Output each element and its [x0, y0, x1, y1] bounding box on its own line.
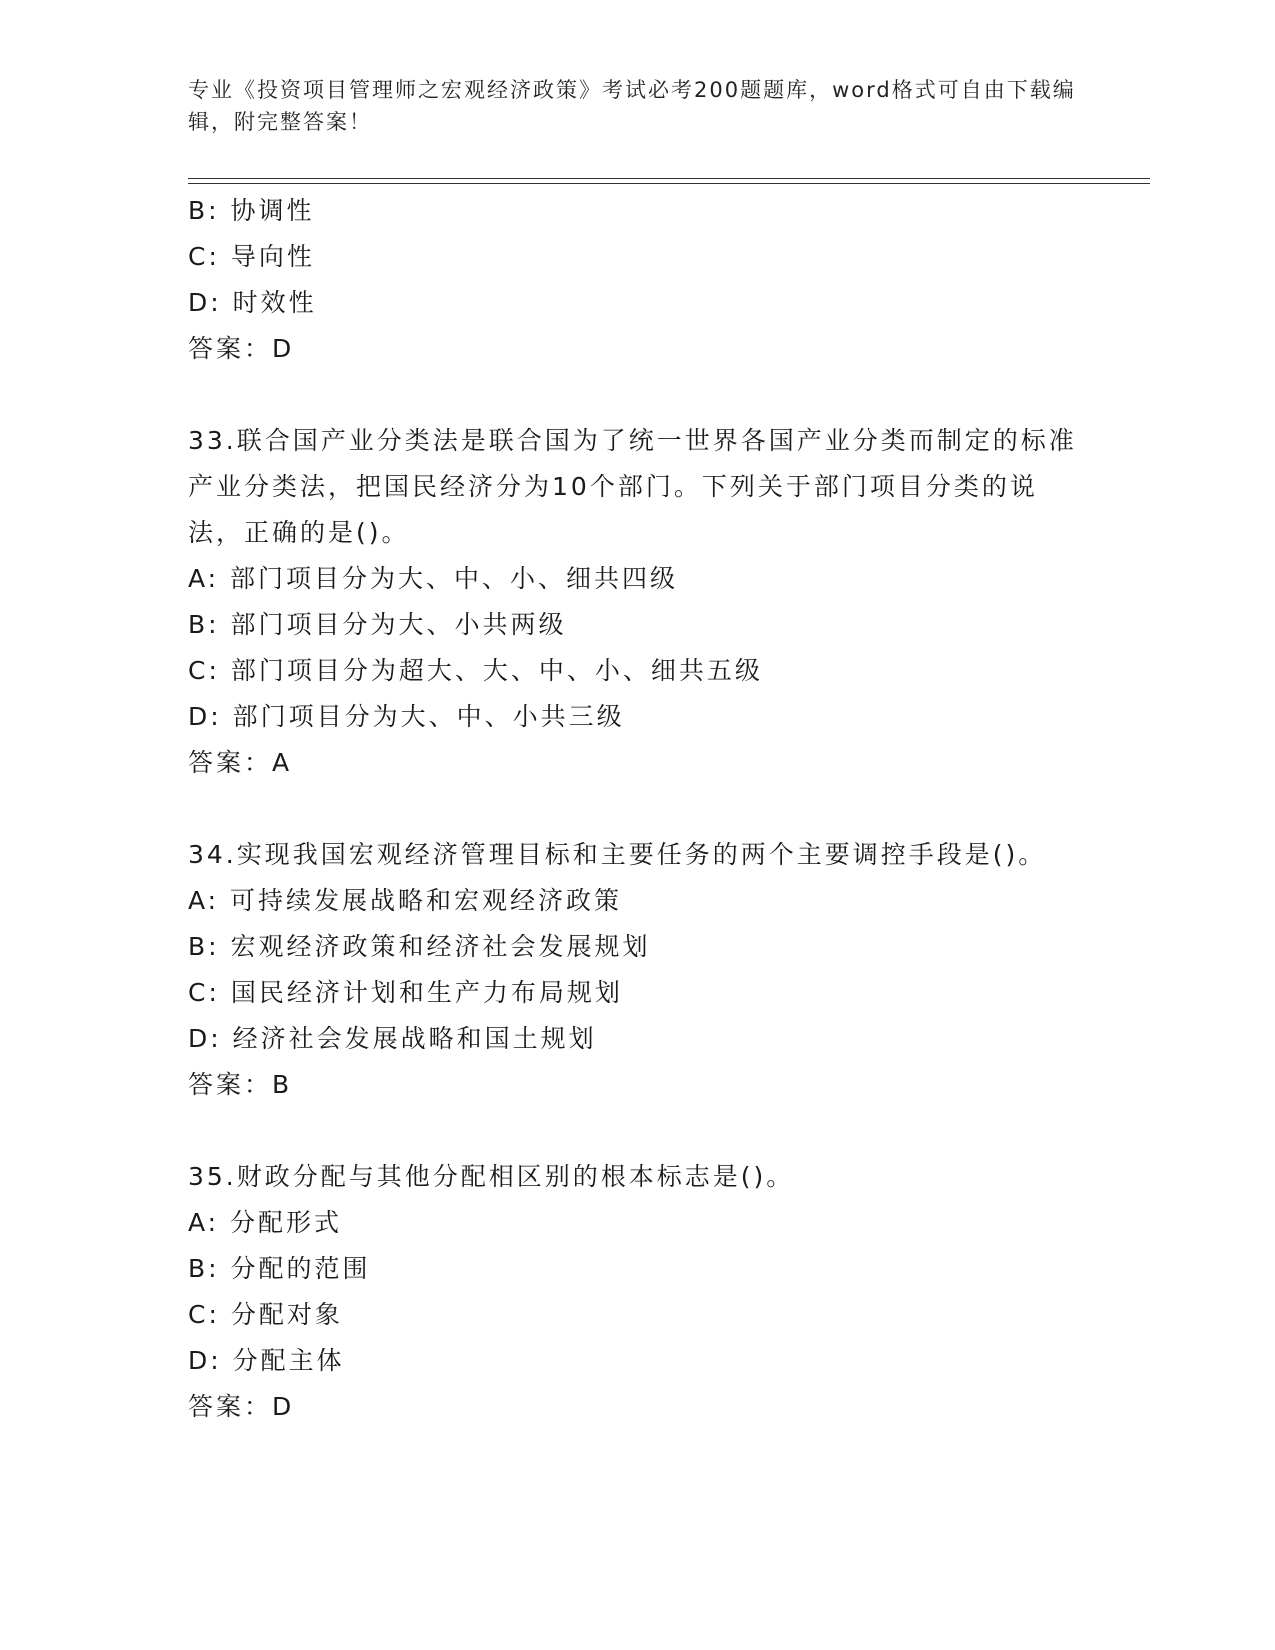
header-divider-bottom — [188, 183, 1150, 184]
option-b — [188, 924, 1088, 970]
option-text: 国民经济计划和生产力布局规划 — [230, 978, 623, 1007]
option-text: 分配的范围 — [230, 1254, 371, 1283]
option-letter: D: — [188, 1346, 222, 1375]
option-letter: C: — [188, 242, 220, 271]
answer-value: D — [272, 1392, 295, 1421]
option-c — [188, 648, 1088, 694]
document-body — [188, 188, 1088, 1430]
option-text: 部门项目分为大、中、小共三级 — [232, 702, 625, 731]
question-35 — [188, 1154, 1088, 1430]
option-text: 分配主体 — [232, 1346, 345, 1375]
option-c — [188, 234, 1088, 280]
question-33 — [188, 418, 1088, 786]
option-text: 分配形式 — [230, 1208, 343, 1237]
option-text: 部门项目分为大、中、小、细共四级 — [230, 564, 679, 593]
option-text: 宏观经济政策和经济社会发展规划 — [230, 932, 651, 961]
answer-value: D — [272, 334, 295, 363]
answer-label: 答案： — [188, 1392, 273, 1421]
option-text: 部门项目分为超大、大、中、小、细共五级 — [230, 656, 763, 685]
option-letter: B: — [188, 1254, 220, 1283]
option-letter: B: — [188, 932, 220, 961]
option-b — [188, 188, 1088, 234]
option-letter: D: — [188, 288, 222, 317]
question-34 — [188, 832, 1088, 1108]
option-letter: C: — [188, 1300, 220, 1329]
option-text: 分配对象 — [230, 1300, 343, 1329]
option-c — [188, 970, 1088, 1016]
option-text: 部门项目分为大、小共两级 — [230, 610, 567, 639]
answer — [188, 740, 1088, 786]
option-letter: D: — [188, 1024, 222, 1053]
question-continued — [188, 188, 1088, 372]
option-text: 可持续发展战略和宏观经济政策 — [230, 886, 623, 915]
answer-label: 答案： — [188, 748, 273, 777]
option-letter: A: — [188, 564, 220, 593]
document-header: 专业《投资项目管理师之宏观经济政策》考试必考200题题库，word格式可自由下载编辑，附完整答案！ — [188, 78, 1076, 134]
answer-value: B — [272, 1070, 293, 1099]
option-letter: B: — [188, 610, 220, 639]
question-stem: 34.实现我国宏观经济管理目标和主要任务的两个主要调控手段是()。 — [188, 840, 1047, 869]
option-letter: A: — [188, 886, 220, 915]
option-d — [188, 1338, 1088, 1384]
option-letter: C: — [188, 978, 220, 1007]
option-letter: D: — [188, 702, 222, 731]
option-b — [188, 1246, 1088, 1292]
answer-label: 答案： — [188, 334, 273, 363]
option-text: 导向性 — [230, 242, 315, 271]
answer — [188, 326, 1088, 372]
option-letter: B: — [188, 196, 220, 225]
option-a — [188, 1200, 1088, 1246]
option-d — [188, 694, 1088, 740]
answer — [188, 1384, 1088, 1430]
option-letter: A: — [188, 1208, 220, 1237]
option-text: 协调性 — [230, 196, 315, 225]
option-a — [188, 556, 1088, 602]
header-divider-top — [188, 178, 1150, 179]
option-d — [188, 280, 1088, 326]
option-a — [188, 878, 1088, 924]
answer-label: 答案： — [188, 1070, 273, 1099]
question-stem: 35.财政分配与其他分配相区别的根本标志是()。 — [188, 1162, 795, 1191]
answer — [188, 1062, 1088, 1108]
answer-value: A — [272, 748, 293, 777]
option-d — [188, 1016, 1088, 1062]
option-text: 时效性 — [232, 288, 317, 317]
question-stem: 33.联合国产业分类法是联合国为了统一世界各国产业分类而制定的标准产业分类法，把国民经济分为10个部门。下列关于部门项目分类的说法，正确的是()。 — [188, 426, 1077, 547]
option-text: 经济社会发展战略和国土规划 — [232, 1024, 597, 1053]
option-letter: C: — [188, 656, 220, 685]
option-b — [188, 602, 1088, 648]
option-c — [188, 1292, 1088, 1338]
